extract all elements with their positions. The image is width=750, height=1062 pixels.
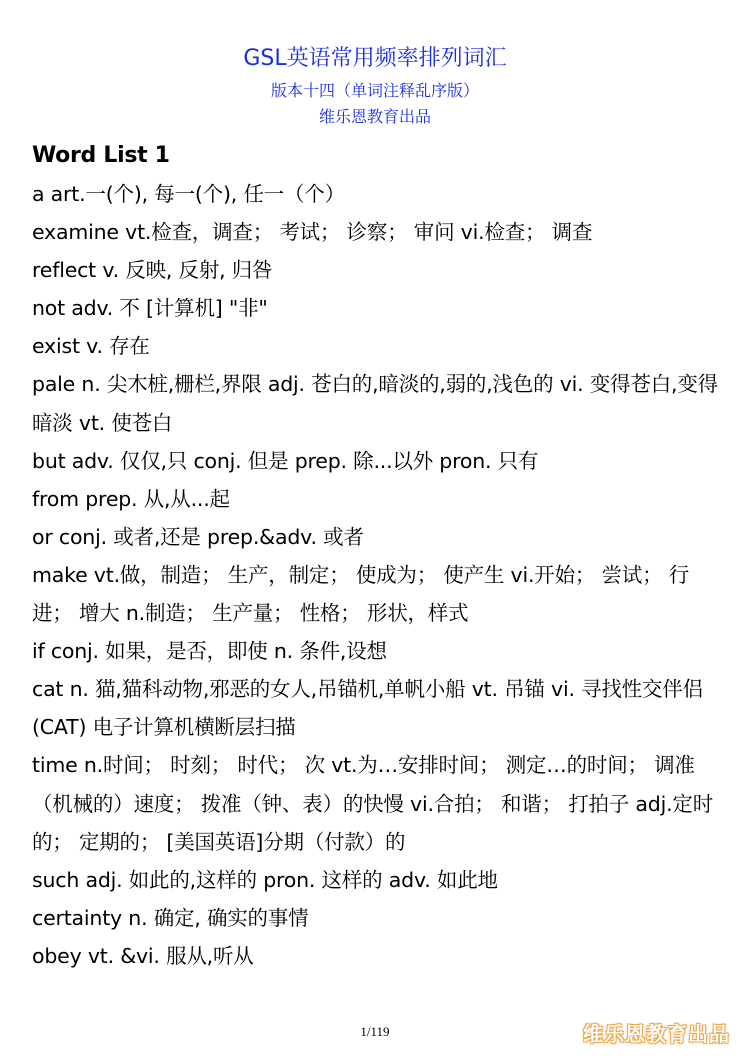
word-entries <box>32 175 722 975</box>
word-entry: from prep. 从,从...起 <box>32 486 230 511</box>
word-entry: make vt.做，制造； 生产，制定； 使成为； 使产生 vi.开始； 尝试； 行进； 增大 n.制造； 生产量； 性格； 形状，样式 <box>32 562 690 626</box>
watermark-logo: 维乐恩教育出品 <box>583 1022 730 1046</box>
word-entry: a art.一(个), 每一(个), 任一（个） <box>32 182 345 206</box>
word-entry: obey vt. &vi. 服从,听从 <box>32 943 254 968</box>
word-entry: cat n. 猫,猫科动物,邪恶的女人,吊锚机,单帆小船 vt. 吊锚 vi. 寻找性交伴侣 (CAT) 电子计算机横断层扫描 <box>32 677 703 740</box>
word-entry: reflect v. 反映, 反射, 归咎 <box>32 258 273 283</box>
word-entry: but adv. 仅仅,只 conj. 但是 prep. 除...以外 pron. 只有 <box>32 448 539 473</box>
word-entry: if conj. 如果，是否，即使 n. 条件,设想 <box>32 639 387 664</box>
document-publisher: 维乐恩教育出品 <box>318 107 431 126</box>
word-entry: time n.时间； 时刻； 时代； 次 vt.为…安排时间； 测定…的时间； 调准（机械的）速度； 拨准（钟、表）的快慢 vi.合拍； 和谐； 打拍子 adj.定时的； 定期的； [美国英语]分期（付款）的 <box>32 753 714 854</box>
word-entry: certainty n. 确定, 确实的事情 <box>32 905 309 930</box>
word-list-heading: Word List 1 <box>32 143 170 168</box>
word-entry: pale n. 尖木桩,栅栏,界限 adj. 苍白的,暗淡的,弱的,浅色的 vi. 变得苍白,变得暗淡 vt. 使苍白 <box>32 372 718 435</box>
word-entry: such adj. 如此的,这样的 pron. 这样的 adv. 如此地 <box>32 867 498 892</box>
page-number: 1/119 <box>360 1024 390 1039</box>
word-entry: not adv. 不 [计算机] "非" <box>32 296 268 321</box>
word-entry: exist v. 存在 <box>32 334 150 359</box>
document-title: GSL英语常用频率排列词汇 <box>243 46 507 71</box>
word-entry: examine vt.检查，调查； 考试； 诊察； 审问 vi.检查； 调查 <box>32 220 593 245</box>
document-header <box>0 42 750 130</box>
document-subtitle: 版本十四（单词注释乱序版） <box>270 81 479 100</box>
word-entry: or conj. 或者,还是 prep.&adv. 或者 <box>32 524 364 549</box>
